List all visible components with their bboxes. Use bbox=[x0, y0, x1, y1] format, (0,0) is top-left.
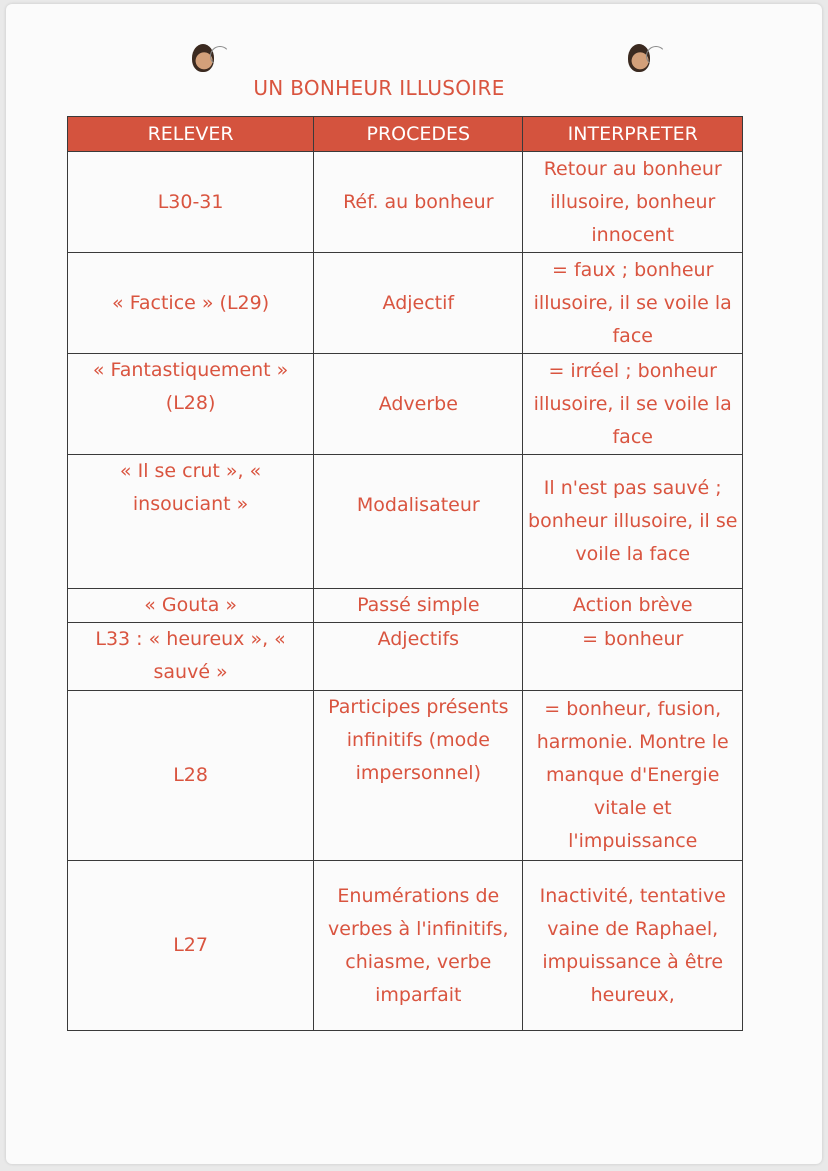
table-row bbox=[68, 354, 743, 455]
binder-ring-icon bbox=[624, 38, 660, 78]
header-relever: RELEVER bbox=[68, 117, 314, 152]
page-title: UN BONHEUR ILLUSOIRE bbox=[253, 76, 505, 100]
cell-interpreter: Action brève bbox=[523, 589, 743, 623]
table-row bbox=[68, 691, 743, 861]
header-interpreter: INTERPRETER bbox=[523, 117, 743, 152]
binder-ring-icon bbox=[188, 38, 224, 78]
cell-relever: « Gouta » bbox=[68, 589, 314, 623]
cell-relever: « Fantastiquement » (L28) bbox=[68, 354, 314, 455]
table-row bbox=[68, 589, 743, 623]
cell-interpreter: Il n'est pas sauvé ; bonheur illusoire, il se voile la face bbox=[523, 455, 743, 589]
cell-relever: L33 : « heureux », « sauvé » bbox=[68, 623, 314, 691]
cell-interpreter: = bonheur, fusion, harmonie. Montre le manque d'Energie vitale et l'impuissance bbox=[523, 691, 743, 861]
cell-procedes: Adjectif bbox=[314, 253, 523, 354]
cell-procedes: Enumérations de verbes à l'infinitifs, chiasme, verbe imparfait bbox=[314, 861, 523, 1031]
cell-procedes: Participes présents infinitifs (mode impersonnel) bbox=[314, 691, 523, 861]
table-row bbox=[68, 623, 743, 691]
cell-procedes: Modalisateur bbox=[314, 455, 523, 589]
table-row bbox=[68, 253, 743, 354]
cell-interpreter: = faux ; bonheur illusoire, il se voile la face bbox=[523, 253, 743, 354]
cell-relever: « Il se crut », « insouciant » bbox=[68, 455, 314, 589]
cell-interpreter: = bonheur bbox=[523, 623, 743, 691]
cell-procedes: Adverbe bbox=[314, 354, 523, 455]
cell-relever: L30-31 bbox=[68, 152, 314, 253]
table-row bbox=[68, 455, 743, 589]
table-header-row bbox=[68, 117, 743, 152]
cell-relever: « Factice » (L29) bbox=[68, 253, 314, 354]
cell-procedes: Passé simple bbox=[314, 589, 523, 623]
cell-interpreter: Retour au bonheur illusoire, bonheur innocent bbox=[523, 152, 743, 253]
cell-procedes: Réf. au bonheur bbox=[314, 152, 523, 253]
analysis-table bbox=[67, 116, 743, 1031]
table-row bbox=[68, 152, 743, 253]
header-procedes: PROCEDES bbox=[314, 117, 523, 152]
cell-procedes: Adjectifs bbox=[314, 623, 523, 691]
ring-hook-icon bbox=[646, 46, 666, 66]
table-row bbox=[68, 861, 743, 1031]
cell-interpreter: Inactivité, tentative vaine de Raphael, impuissance à être heureux, bbox=[523, 861, 743, 1031]
ring-hook-icon bbox=[210, 46, 230, 66]
cell-relever: L28 bbox=[68, 691, 314, 861]
cell-relever: L27 bbox=[68, 861, 314, 1031]
cell-interpreter: = irréel ; bonheur illusoire, il se voile la face bbox=[523, 354, 743, 455]
